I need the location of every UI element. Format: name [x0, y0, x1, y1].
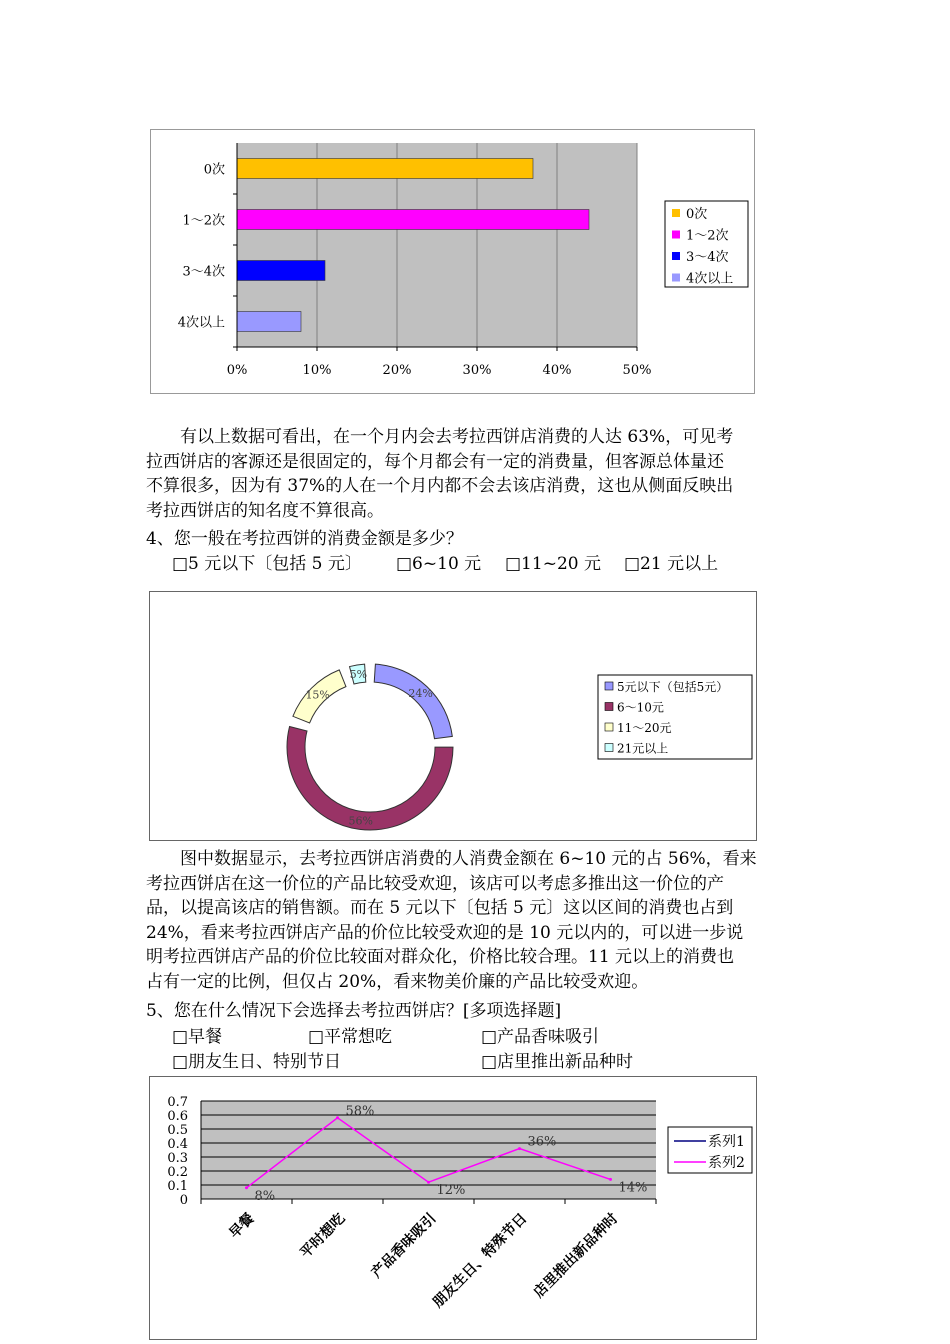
bar-legend-swatch — [672, 252, 680, 260]
line-point — [245, 1186, 248, 1189]
donut-legend-swatch — [605, 703, 613, 711]
paragraph-2-line: 品，以提高该店的销售额。而在 5 元以下〔包括 5 元〕这以区间的消费也占到 — [146, 898, 734, 919]
donut-slice-label: 15% — [305, 688, 330, 702]
bar-legend-swatch — [672, 209, 680, 217]
bar-legend-swatch — [672, 274, 680, 282]
paragraph-1-line: 拉西饼店的客源还是很固定的，每个月都会有一定的消费量，但客源总体量还 — [146, 451, 724, 472]
line-plot-area — [201, 1101, 656, 1199]
q5-option-2[interactable]: □平常想吃 — [308, 1027, 393, 1047]
donut-slice-label: 56% — [348, 814, 373, 828]
paragraph-2-line: 24%，看来考拉西饼店产品的价位比较受欢迎的是 10 元以内的，可以进一步说 — [146, 922, 744, 943]
donut-legend-swatch — [605, 682, 613, 690]
question-4: 4、您一般在考拉西饼的消费金额是多少？ — [146, 529, 463, 549]
q5-option-3[interactable]: □产品香味吸引 — [481, 1027, 600, 1047]
donut-slice-0 — [374, 664, 452, 739]
bar-chart-frame — [150, 129, 755, 394]
line-y-tick-label: 0.1 — [167, 1179, 188, 1194]
donut-legend-label: 11～20元 — [617, 721, 672, 735]
line-point — [427, 1181, 430, 1184]
line-category-label: 早餐 — [226, 1210, 258, 1242]
q5-option-1[interactable]: □早餐 — [172, 1027, 223, 1047]
line-y-tick-label: 0.2 — [167, 1165, 188, 1180]
paragraph-2-line: 考拉西饼店在这一价位的产品比较受欢迎，该店可以考虑多推出这一价位的产 — [146, 873, 724, 894]
donut-legend — [598, 675, 752, 759]
bar-x-tick-label: 10% — [302, 363, 332, 378]
bar-1 — [237, 210, 589, 230]
q5-option-4[interactable]: □朋友生日、特别节日 — [172, 1052, 342, 1072]
bar-legend — [665, 201, 748, 287]
bar-legend-label: 3～4次 — [686, 250, 729, 265]
bar-legend-label: 0次 — [686, 207, 708, 222]
donut-slice-label: 24% — [408, 687, 433, 701]
q4-option-4[interactable]: □21 元以上 — [624, 554, 719, 574]
line-y-tick-label: 0.3 — [167, 1151, 188, 1166]
donut-chart-frame — [149, 591, 757, 841]
line-chart — [150, 1077, 756, 1339]
line-y-tick-label: 0.4 — [167, 1137, 188, 1152]
q4-option-1[interactable]: □5 元以下〔包括 5 元〕 — [172, 554, 362, 574]
bar-chart — [151, 130, 754, 393]
bar-category-label: 4次以上 — [177, 315, 225, 331]
bar-x-tick-label: 40% — [542, 363, 572, 378]
paragraph-2-line: 图中数据显示，去考拉西饼店消费的人消费金额在 6~10 元的占 56%，看来 — [180, 849, 757, 869]
line-y-tick-label: 0 — [179, 1193, 188, 1208]
bar-category-label: 0次 — [203, 162, 225, 178]
donut-slice-label: 5% — [349, 667, 368, 681]
line-point-label: 14% — [618, 1180, 648, 1196]
line-legend — [668, 1127, 752, 1173]
line-category-label: 产品香味吸引 — [368, 1210, 440, 1282]
bar-x-tick-label: 50% — [622, 363, 652, 378]
bar-x-tick-label: 20% — [382, 363, 412, 378]
line-point-label: 12% — [436, 1183, 466, 1199]
line-y-tick-label: 0.7 — [167, 1095, 188, 1110]
paragraph-1-line: 考拉西饼店的知名度不算很高。 — [146, 500, 384, 521]
bar-3 — [237, 312, 301, 332]
line-point — [336, 1116, 339, 1119]
line-point-label: 58% — [345, 1103, 375, 1119]
line-legend-label: 系列1 — [708, 1134, 745, 1150]
q4-option-3[interactable]: □11~20 元 — [505, 554, 601, 574]
bar-category-label: 3～4次 — [182, 264, 225, 280]
line-category-label: 店里推出新品种时 — [530, 1210, 622, 1302]
donut-legend-label: 5元以下（包括5元） — [617, 680, 729, 694]
line-point — [518, 1147, 521, 1150]
bar-legend-label: 4次以上 — [686, 271, 734, 287]
line-category-label: 朋友生日、特殊节日 — [429, 1210, 531, 1311]
line-point — [609, 1178, 612, 1181]
bar-legend-swatch — [672, 231, 680, 239]
paragraph-1-line: 不算很多，因为有 37%的人在一个月内都不会去该店消费，这也从侧面反映出 — [146, 476, 734, 497]
line-category-label: 平时想吃 — [297, 1210, 349, 1262]
question-5: 5、您在什么情况下会选择去考拉西饼店？[多项选择题] — [146, 1001, 562, 1021]
line-point-label: 8% — [254, 1188, 276, 1204]
bar-0 — [237, 159, 533, 179]
bar-category-label: 1～2次 — [182, 213, 225, 229]
bar-x-tick-label: 30% — [462, 363, 492, 378]
line-point-label: 36% — [527, 1134, 557, 1150]
donut-legend-swatch — [605, 744, 613, 752]
q4-option-2[interactable]: □6~10 元 — [396, 554, 482, 574]
line-chart-frame — [149, 1076, 757, 1340]
paragraph-2 — [146, 847, 810, 995]
bar-legend-label: 1～2次 — [686, 228, 729, 244]
paragraph-1-line: 有以上数据可看出，在一个月内会去考拉西饼店消费的人达 63%，可见考 — [180, 427, 734, 447]
paragraph-1 — [146, 425, 810, 523]
bar-2 — [237, 261, 325, 281]
donut-legend-swatch — [605, 723, 613, 731]
line-y-tick-label: 0.5 — [167, 1123, 188, 1138]
line-legend-label: 系列2 — [708, 1155, 745, 1171]
line-y-tick-label: 0.6 — [167, 1109, 188, 1124]
donut-legend-label: 21元以上 — [617, 741, 669, 756]
donut-chart — [150, 592, 756, 840]
q5-option-5[interactable]: □店里推出新品种时 — [481, 1052, 634, 1072]
donut-legend-label: 6～10元 — [617, 700, 664, 715]
paragraph-2-line: 占有一定的比例，但仅占 20%，看来物美价廉的产品比较受欢迎。 — [146, 971, 649, 992]
bar-x-tick-label: 0% — [226, 363, 248, 378]
paragraph-2-line: 明考拉西饼店产品的价位比较面对群众化，价格比较合理。11 元以上的消费也 — [146, 947, 735, 968]
